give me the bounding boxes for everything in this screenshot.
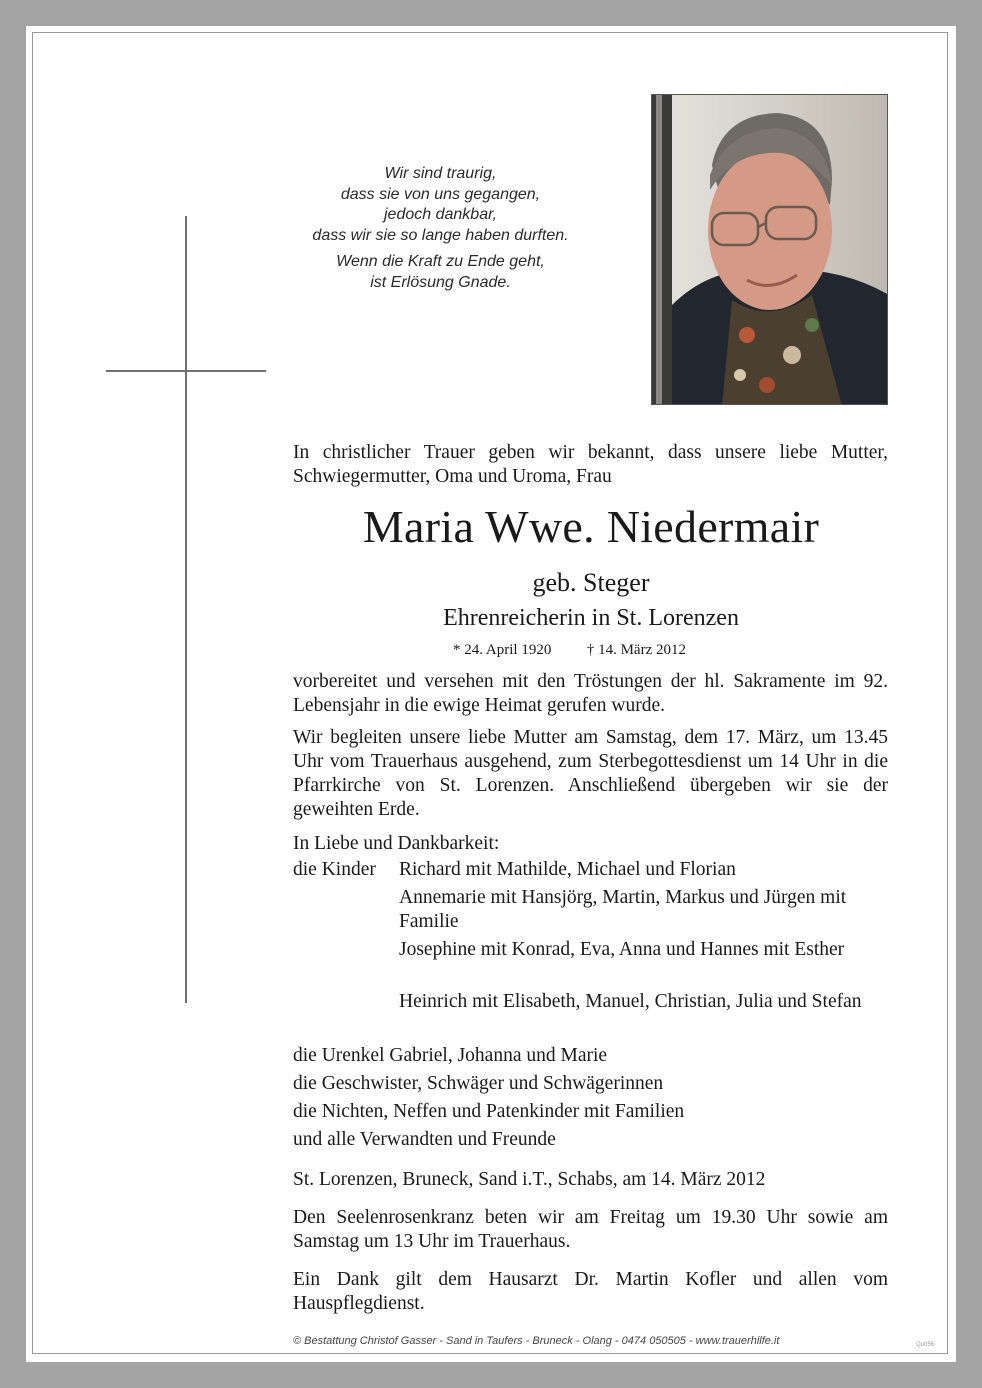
relatives-line: die Urenkel Gabriel, Johanna und Marie: [293, 1045, 608, 1066]
mourners-heading: In Liebe und Dankbarkeit:: [293, 833, 500, 854]
quote-line: Wenn die Kraft zu Ende geht,: [336, 253, 545, 270]
rosary-paragraph: Den Seelenrosenkranz beten wir am Freitag um 19.30 Uhr sowie am Samstag um 13 Uhr im Trauerhaus.: [293, 1207, 888, 1252]
obituary-sheet: [26, 26, 956, 1362]
announcement-intro: In christlicher Trauer geben wir bekannt, dass unsere liebe Mutter, Schwiegermutter, Oma und Uroma, Frau: [293, 442, 888, 487]
quote-line: dass sie von uns gegangen,: [340, 185, 541, 203]
funeral-paragraph: Wir begleiten unsere liebe Mutter am Samstag, dem 17. März, um 13.45 Uhr vom Trauerhaus ausgehend, zum Sterbegottesdienst um 14 Uhr in die Pfarrkirche von St. Lorenzen. Anschließend übergeben wir sie der geweihten Erde.: [293, 727, 888, 820]
cross-vertical-beam: [185, 216, 187, 1003]
relatives-line: die Geschwister, Schwäger und Schwägerinnen: [293, 1073, 664, 1094]
quote-line: jedoch dankbar,: [384, 206, 497, 223]
death-date: † 14. März 2012: [586, 642, 686, 658]
relatives-line: die Nichten, Neffen und Patenkinder mit Familien: [293, 1101, 685, 1122]
birth-date: * 24. April 1920: [453, 642, 552, 658]
deceased-title: Ehrenreicherin in St. Lorenzen: [443, 605, 739, 631]
child-family: Josephine mit Konrad, Eva, Anna und Hannes mit Esther: [399, 939, 845, 960]
sacraments-paragraph: vorbereitet und versehen mit den Tröstungen der hl. Sakramente im 92. Lebensjahr in die ewige Heimat gerufen wurde.: [293, 671, 888, 716]
children-label: die Kinder: [293, 859, 376, 880]
undertaker-footer: © Bestattung Christof Gasser - Sand in Taufers - Bruneck - Olang - 0474 050505 - www.trauerhilfe.it: [293, 1335, 780, 1347]
thanks-paragraph: Ein Dank gilt dem Hausarzt Dr. Martin Kofler und allen vom Hauspflegdienst.: [293, 1269, 888, 1314]
portrait-photo: [651, 94, 888, 405]
deceased-name: Maria Wwe. Niedermair: [362, 501, 820, 552]
cross-horizontal-beam: [106, 370, 266, 372]
relatives-line: und alle Verwandten und Freunde: [293, 1129, 556, 1150]
quote-line: Wir sind traurig,: [384, 165, 497, 182]
place-and-date: St. Lorenzen, Bruneck, Sand i.T., Schabs, am 14. März 2012: [293, 1169, 766, 1190]
birth-name: geb. Steger: [532, 568, 650, 597]
child-family: Annemarie mit Hansjörg, Martin, Markus und Jürgen mit Familie: [399, 887, 847, 932]
portrait-photo-icon: [652, 95, 888, 405]
child-family: Richard mit Mathilde, Michael und Florian: [399, 859, 736, 880]
quote-line: ist Erlösung Gnade.: [370, 273, 511, 291]
template-code: Qu056: [916, 1342, 935, 1348]
quote-line: dass wir sie so lange haben durften.: [312, 226, 569, 244]
memorial-quote: [268, 164, 613, 299]
life-dates: [453, 640, 686, 660]
child-family: Heinrich mit Elisabeth, Manuel, Christian, Julia und Stefan: [399, 991, 862, 1012]
